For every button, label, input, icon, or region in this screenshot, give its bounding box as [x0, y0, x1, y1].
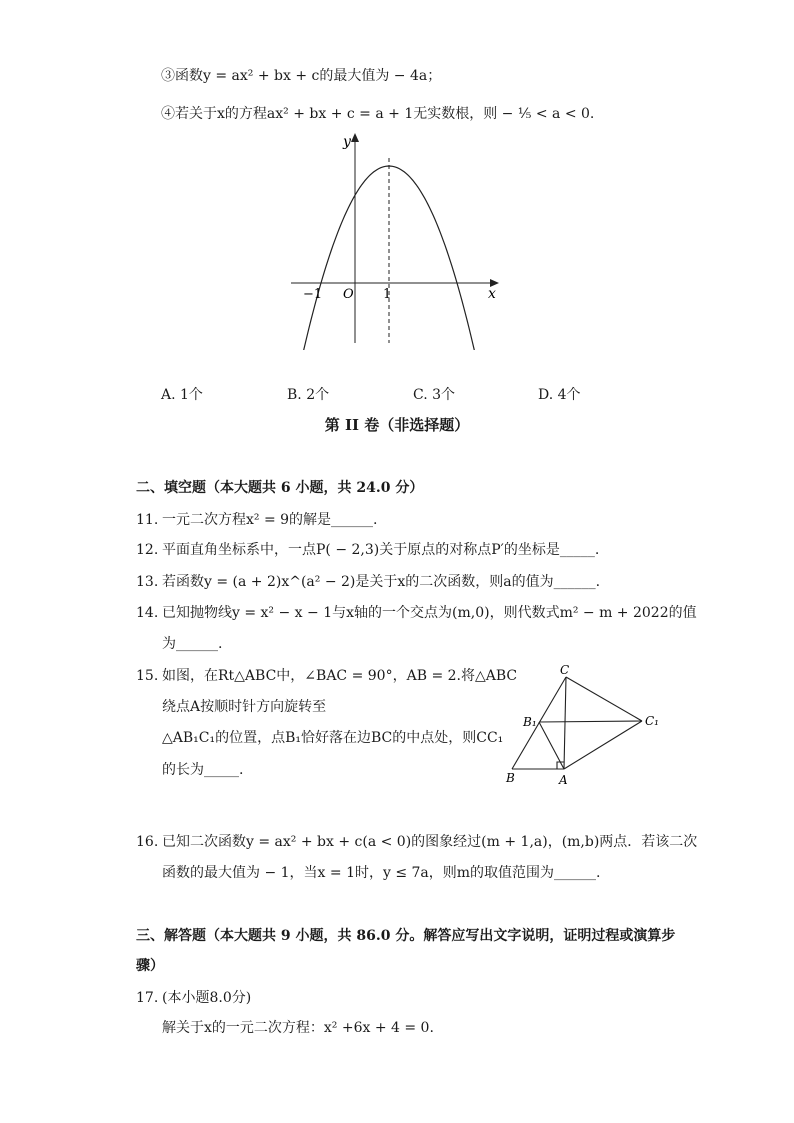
question-text: 已知二次函数y = ax² + bx + c(a < 0)的图象经过(m + 1,a)，(m,b)两点．若该二次	[162, 834, 698, 850]
origin-label: O	[343, 287, 354, 302]
tick-label-1: 1	[383, 287, 392, 302]
segment-AC1	[564, 721, 642, 769]
statement-3: ③函数y = ax² + bx + c的最大值为 − 4a；	[161, 68, 442, 84]
question-text: 已知抛物线y = x² − x − 1与x轴的一个交点为(m,0)，则代数式m² − m + 2022的值	[162, 605, 697, 621]
label-A: A	[559, 773, 568, 787]
section3-heading-line2: 骤）	[136, 958, 164, 974]
segment-CC1	[566, 677, 642, 721]
question-15-line3: △AB₁C₁的位置，点B₁恰好落在边BC的中点处，则CC₁	[162, 730, 504, 746]
question-16-line2: 函数的最大值为 − 1，当x = 1时，y ≤ 7a，则m的取值范围为______.	[162, 865, 601, 881]
question-12	[136, 540, 599, 560]
y-axis-label: y	[343, 134, 351, 150]
question-11	[136, 510, 378, 530]
x-axis-label: x	[488, 286, 496, 302]
question-text: 如图，在Rt△ABC中，∠BAC = 90°，AB = 2.将△ABC	[162, 668, 518, 684]
segment-AC	[564, 677, 566, 769]
question-number: 13.	[136, 574, 159, 590]
question-number: 12.	[136, 542, 159, 558]
question-15-line4: 的长为_____.	[162, 762, 244, 778]
question-number: 11.	[136, 512, 159, 528]
question-number: 16.	[136, 834, 159, 850]
question-text: 一元二次方程x² = 9的解是______.	[162, 512, 378, 528]
section3-heading: 三、解答题（本大题共 9 小题，共 86.0 分。解答应写出文字说明，证明过程或演算步	[136, 928, 676, 944]
choice-d: D. 4个	[538, 387, 581, 403]
question-15-line2: 绕点A按顺时针方向旋转至	[162, 699, 327, 715]
question-number: 15.	[136, 668, 159, 684]
question-number: 14.	[136, 605, 159, 621]
statement-4: ④若关于x的方程ax² + bx + c = a + 1无实数根，则 − ¹⁄₅ < a < 0.	[161, 106, 595, 122]
label-C1: C₁	[645, 714, 659, 728]
segment-B1C1	[539, 721, 642, 722]
question-17-text: 解关于x的一元二次方程：x² +6x + 4 = 0.	[162, 1020, 434, 1036]
choice-c: C. 3个	[413, 387, 456, 403]
rotation-figure	[500, 660, 670, 790]
label-C: C	[560, 663, 570, 677]
label-B1: B₁	[523, 715, 537, 729]
question-14-line2: 为______.	[162, 636, 223, 652]
label-B: B	[506, 771, 515, 785]
section2-heading: 二、填空题（本大题共 6 小题，共 24.0 分）	[136, 480, 424, 496]
question-text: 若函数y = (a + 2)x^(a² − 2)是关于x的二次函数，则a的值为______.	[162, 574, 601, 590]
part2-title: 第 II 卷（非选择题）	[324, 416, 470, 434]
question-16	[136, 832, 697, 852]
question-number: 17.	[136, 990, 159, 1006]
tick-label-neg1: −1	[303, 287, 323, 302]
question-score: (本小题8.0分)	[162, 990, 252, 1006]
question-13	[136, 572, 600, 592]
parabola-curve	[297, 166, 482, 350]
question-text: 平面直角坐标系中，一点P( − 2,3)关于原点的对称点P′的坐标是_____.	[162, 542, 600, 558]
question-17	[136, 988, 251, 1008]
question-15	[136, 666, 517, 686]
choice-b: B. 2个	[287, 387, 330, 403]
parabola-graph	[285, 128, 505, 350]
choice-a: A. 1个	[161, 387, 203, 403]
question-14	[136, 603, 697, 623]
y-axis-arrow-icon	[351, 133, 359, 142]
